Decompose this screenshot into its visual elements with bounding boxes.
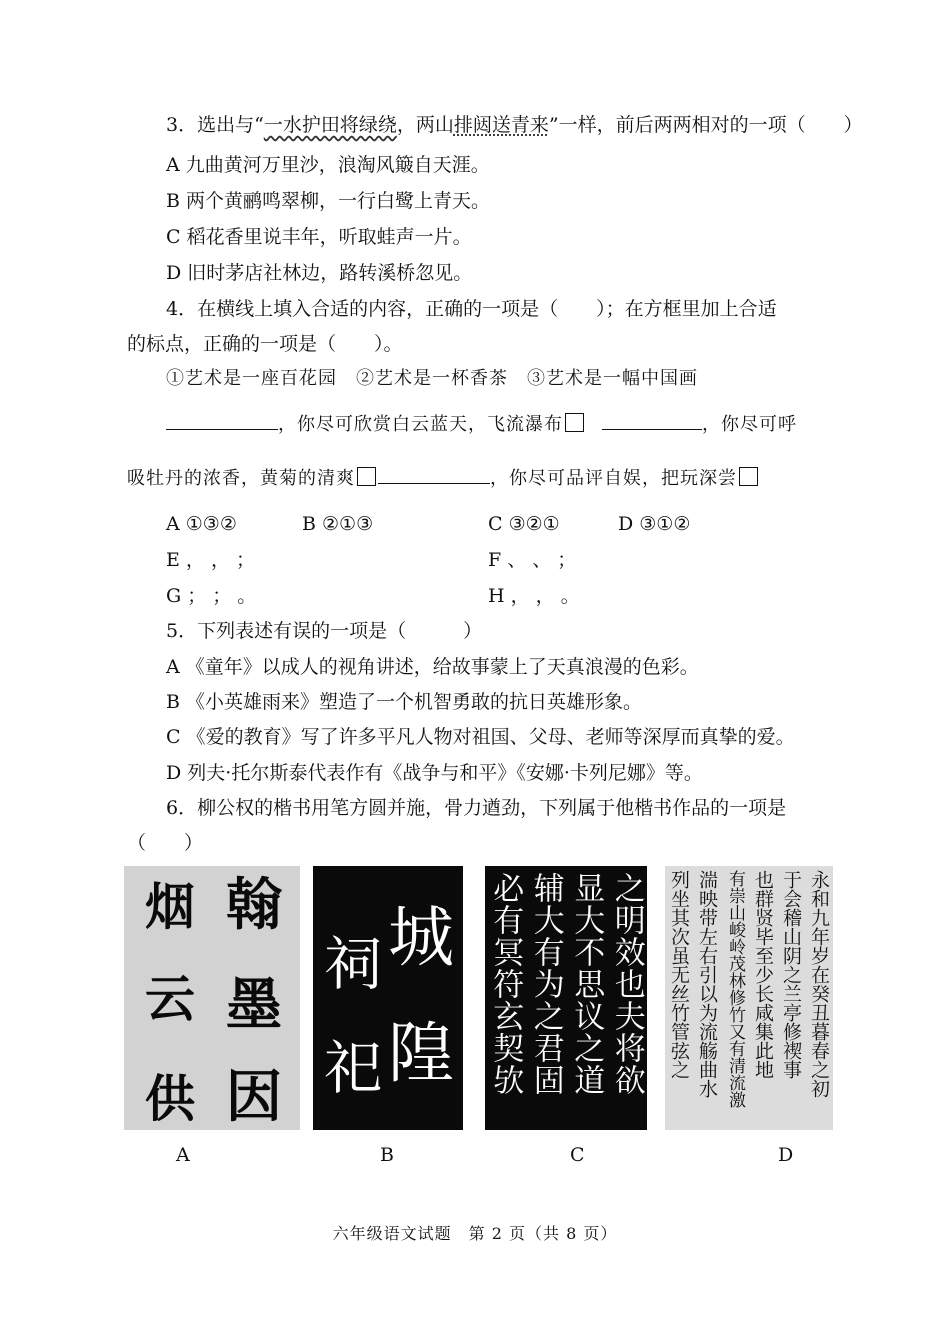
q4-option-a[interactable]: A ①③②: [166, 513, 237, 535]
q5-option-b[interactable]: B 《小英雄雨来》塑造了一个机智勇敢的抗日英雄形象。: [166, 691, 643, 713]
image-a-char: 烟: [145, 878, 195, 936]
q4-option-h[interactable]: H ， ， 。: [488, 585, 580, 607]
q5-option-c[interactable]: C 《爱的教育》写了许多平凡人物对祖国、父母、老师等深厚而真挚的爱。: [166, 726, 795, 748]
q5-option-d[interactable]: D 列夫·托尔斯泰代表作有《战争与和平》《安娜·卡列尼娜》等。: [166, 762, 703, 784]
image-a-char: 云: [145, 970, 195, 1028]
page-footer: 六年级语文试题 第 2 页（共 8 页）: [332, 1224, 618, 1243]
image-a-char: 翰: [226, 873, 282, 938]
image-a-label: A: [176, 1144, 190, 1166]
q5-stem: 5．下列表述有误的一项是（ ）: [166, 620, 483, 642]
q4-passage-line1: ，你尽可欣赏白云蓝天，飞流瀑布 ，你尽可呼: [166, 411, 797, 438]
image-b-char: 祠: [323, 930, 383, 998]
q4-option-f[interactable]: F 、 、 ；: [488, 549, 577, 571]
image-c-label: C: [570, 1144, 585, 1166]
image-a-char: 供: [145, 1070, 195, 1128]
q4-option-b[interactable]: B ②①③: [302, 513, 374, 535]
q3-option-a[interactable]: A 九曲黄河万里沙，浪淘风簸自天涯。: [166, 154, 490, 176]
q3-stem: 3．选出与“一水护田将绿绕，两山排闼送青来”一样，前后两两相对的一项（ ）: [166, 114, 863, 136]
calligraphy-image-d[interactable]: [665, 866, 833, 1130]
q4-passage-line2: 吸牡丹的浓香，黄菊的清爽 ，你尽可品评自娱，把玩深尝: [127, 465, 760, 492]
q5-option-a[interactable]: A 《童年》以成人的视角讲述，给故事蒙上了天真浪漫的色彩。: [166, 656, 699, 678]
q4-option-g[interactable]: G ； ； 。: [166, 585, 257, 607]
image-b-char: 隍: [388, 1015, 454, 1092]
image-b-char: 祀: [323, 1034, 383, 1102]
q4-punct-box-3[interactable]: [739, 467, 758, 486]
q4-option-e[interactable]: E ， ， ；: [166, 549, 255, 571]
calligraphy-image-b[interactable]: [313, 866, 463, 1130]
q4-stem-line1: 4．在横线上填入合适的内容，正确的一项是（ ）；在方框里加上合适: [166, 298, 777, 320]
q4-option-d[interactable]: D ③①②: [618, 513, 691, 535]
q4-punct-box-2[interactable]: [357, 467, 376, 486]
image-d-column: 也群贤毕至少长咸集此地: [752, 870, 774, 1079]
image-c-column: 辅大有为之君固: [527, 872, 564, 1096]
q3-option-d[interactable]: D 旧时茅店社林边，路转溪桥忽见。: [166, 262, 473, 284]
image-c-column: 显大不思议之道: [568, 872, 605, 1096]
q4-option-c[interactable]: C ③②①: [488, 513, 560, 535]
image-d-label: D: [778, 1144, 794, 1166]
image-d-column: 湍映带左右引以为流觞曲水: [696, 870, 718, 1098]
q6-stem-line1: 6．柳公权的楷书用笔方圆并施，骨力遒劲，下列属于他楷书作品的一项是: [166, 797, 787, 819]
q4-punct-box-1[interactable]: [565, 413, 584, 432]
q6-stem-line2: （ ）: [127, 832, 204, 854]
image-d-column: 永和九年岁在癸丑暮春之初: [808, 870, 830, 1098]
calligraphy-image-a[interactable]: [124, 866, 300, 1130]
q3-option-b[interactable]: B 两个黄鹂鸣翠柳，一行白鹭上青天。: [166, 190, 491, 212]
q3-option-c[interactable]: C 稻花香里说丰年，听取蛙声一片。: [166, 226, 472, 248]
q4-stem-line2: 的标点，正确的一项是（ ）。: [127, 333, 403, 355]
image-c-column: 之明效也夫将欲: [608, 872, 645, 1096]
image-c-column: 必有冥符玄契欤: [487, 872, 524, 1096]
image-a-char: 因: [226, 1065, 282, 1130]
image-b-char: 城: [388, 899, 454, 976]
q4-blank-3[interactable]: [378, 465, 490, 484]
image-d-column: 于会稽山阴之兰亭修禊事: [780, 870, 802, 1079]
q4-blank-2[interactable]: [602, 411, 702, 430]
image-d-column: 有崇山峻岭茂林修竹又有清流激: [725, 870, 745, 1108]
image-a-char: 墨: [226, 973, 282, 1038]
image-d-column: 列坐其次虽无丝竹管弦之: [668, 870, 690, 1079]
q4-blank-1[interactable]: [166, 411, 278, 430]
q4-items: ①艺术是一座百花园 ②艺术是一杯香茶 ③艺术是一幅中国画: [166, 368, 698, 389]
calligraphy-image-c[interactable]: [485, 866, 647, 1130]
image-b-label: B: [380, 1144, 394, 1166]
